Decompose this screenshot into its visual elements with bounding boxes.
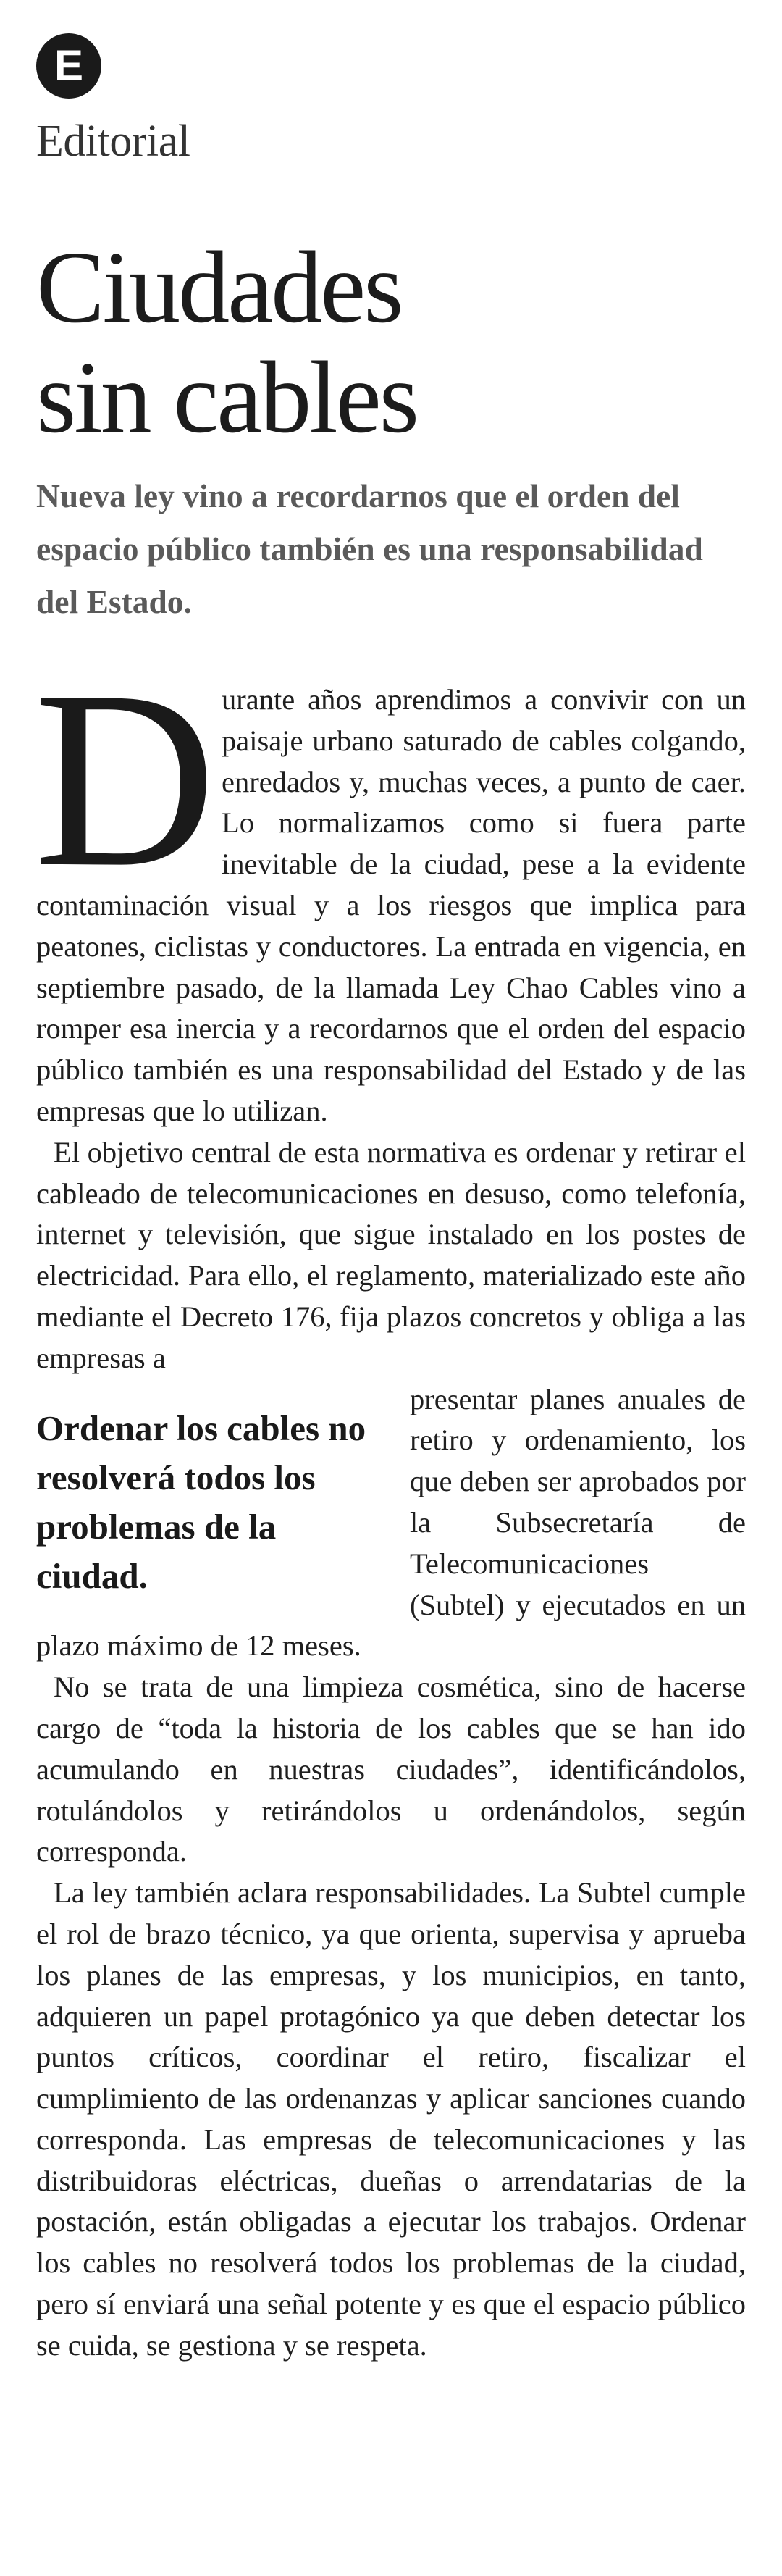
paragraph-2-continued: presentar planes anuales de retiro y ordenamiento, los que deben ser aprobados por la Subsecretaría de Telecomunicaciones (Subtel) y ejecutados en un plazo máximo de 12 meses. [36, 1382, 746, 1663]
section-label: Editorial [36, 117, 190, 166]
title-line-1: Ciudades [36, 230, 402, 344]
article-subtitle: Nueva ley vino a recordarnos que el orden del espacio público también es una responsabilidad del Estado. [36, 477, 703, 620]
drop-cap-letter: D [33, 638, 216, 919]
pull-quote: Ordenar los cables no resolverá todos los problemas de la ciudad. [36, 1408, 366, 1596]
article-body [33, 638, 746, 2367]
paragraph-3: No se trata de una limpieza cosmética, sino de hacerse cargo de “toda la historia de los cables que se han ido acumulando en nuestras ciudades”, identificándolos, rotulándolos y retirándolos u ordenándolos, según corresponda. [36, 1670, 746, 1868]
paragraph-1: urante años aprendimos a convivir con un paisaje urbano saturado de cables colgando, enredados y, muchas veces, a punto de caer. Lo normalizamos como si fuera parte inevitable de la ciudad, pese a la evidente contaminación visual y a los riesgos que implica para peatones, ciclistas y conductores. La entrada en vigencia, en septiembre pasado, de la llamada Ley Chao Cables vino a romper esa inercia y a recordarnos que el orden del espacio público también es una responsabilidad del Estado y de las empresas que lo utilizan. [36, 683, 746, 1127]
section-badge-icon: E [36, 33, 101, 99]
article-title [36, 232, 731, 452]
drop-cap [33, 638, 216, 919]
paragraph-4: La ley también aclara responsabilidades. La Subtel cumple el rol de brazo técnico, ya que orienta, supervisa y aprueba los planes de las empresas, y los municipios, en tanto, adquieren un papel protagónico ya que deben detectar los puntos críticos, coordinar el retiro, fiscalizar el cumplimiento de las ordenanzas y aplicar sanciones cuando corresponda. Las empresas de telecomunicaciones y las distribuidoras eléctricas, dueñas o arrendatarias de la postación, están obligadas a ejecutar los trabajos. Ordenar los cables no resolverá todos los problemas de la ciudad, pero sí enviará una señal potente y es que el espacio público se cuida, se gestiona y se respeta. [36, 1876, 746, 2362]
paragraph-2: El objetivo central de esta normativa es ordenar y retirar el cableado de telecomunicaciones en desuso, como telefonía, internet y televisión, que sigue instalado en los postes de electricidad. Para ello, el reglamento, materializado este año mediante el Decreto 176, fija plazos concretos y obliga a las empresas a [36, 1135, 746, 1374]
title-line-2: sin cables [36, 340, 418, 454]
